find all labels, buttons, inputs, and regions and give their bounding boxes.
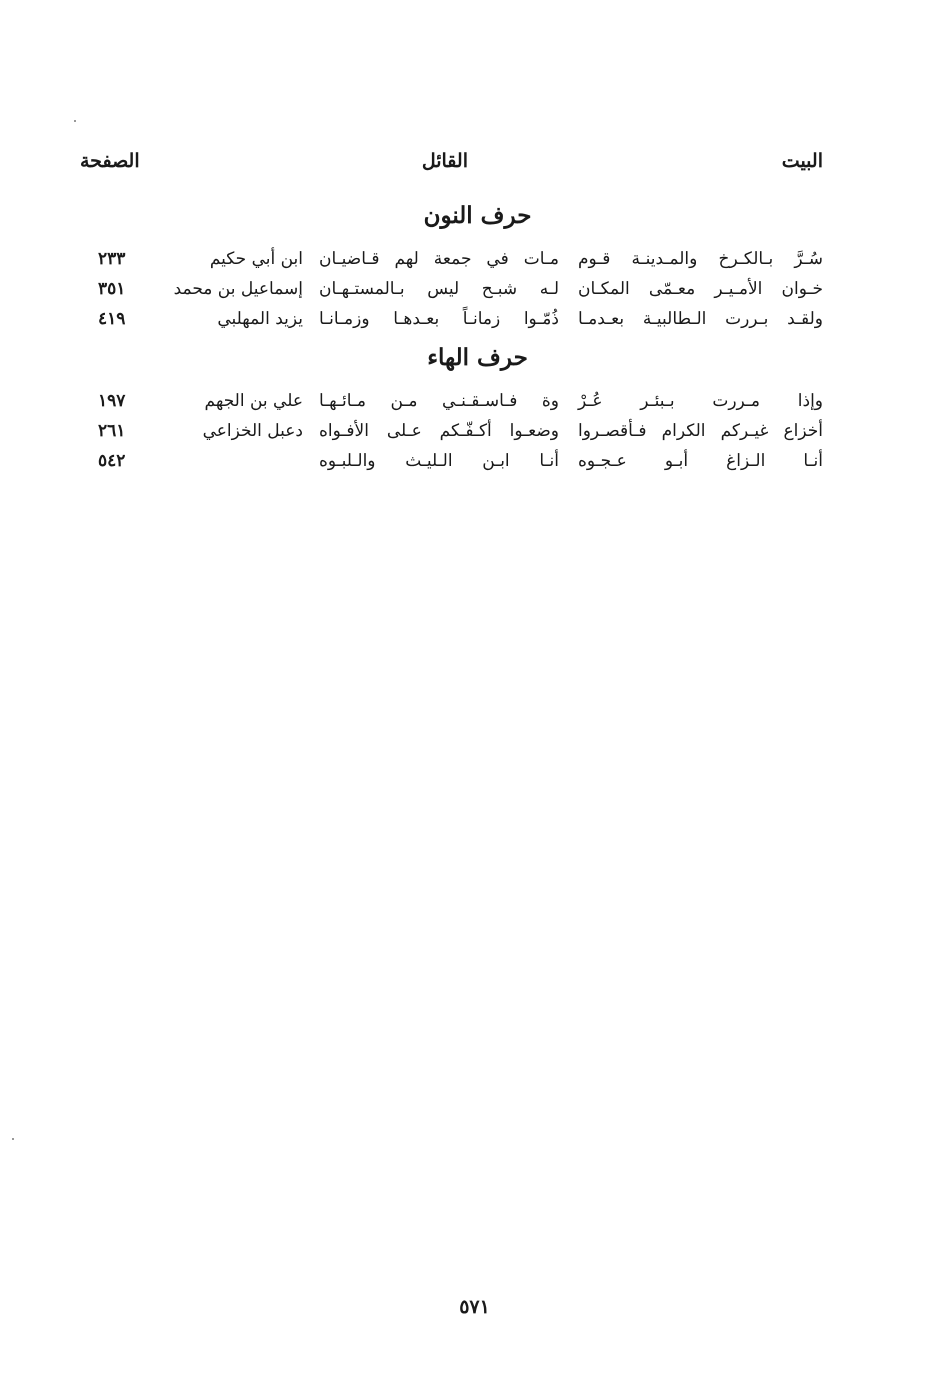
page-column-header: الصفحة (80, 150, 140, 172)
second-hemistich: وة فـاسـقـنـي مـن مـائـهـا (319, 391, 559, 411)
poet-name: ابن أبي حكيم (209, 249, 303, 269)
second-hemistich: وضعـوا أكـفّـكم عـلى الأفـواه (319, 421, 559, 441)
second-hemistich: لـه شبـح ليس بـالمستـهـان (319, 279, 559, 299)
page-ref: ٣٥١ (98, 279, 126, 299)
page-ref: ٢٦١ (98, 421, 126, 441)
page-ref: ٥٤٢ (98, 451, 126, 471)
section-rows-ha (80, 389, 823, 479)
column-headers (80, 150, 823, 178)
index-row (80, 277, 823, 307)
second-hemistich: ذُمّـوا زمانـاً بعـدهـا وزمـانـا (319, 309, 559, 329)
margin-mark (12, 1138, 14, 1140)
poet-column-header: القائل (421, 150, 468, 172)
poet-name: إسماعيل بن محمد (173, 279, 303, 299)
poet-name: يزيد المهلبي (217, 309, 303, 329)
margin-mark (74, 120, 76, 122)
first-hemistich: سُـرَّ بـالكـرخ والمـدينـة قـوم (578, 249, 823, 269)
poet-name: دعبل الخزاعي (202, 421, 303, 441)
page-ref: ٢٣٣ (98, 249, 126, 269)
section-rows-nun (80, 247, 823, 337)
first-hemistich: خـوان الأمـيـر معـمّى المكـان (578, 279, 823, 299)
first-hemistich: ولقـد بـررت الـطالبيـة بعـدمـا (578, 309, 823, 329)
index-row (80, 247, 823, 277)
index-row (80, 307, 823, 337)
first-hemistich: أنـا الـزاغ أبـو عـجـوه (578, 451, 823, 471)
index-row (80, 419, 823, 449)
poet-name: علي بن الجهم (204, 391, 303, 411)
index-row (80, 389, 823, 419)
first-hemistich: أخزاع غيـركم الكرام فـأقصـروا (578, 421, 823, 441)
page-ref: ٤١٩ (98, 309, 126, 329)
second-hemistich: أنـا ابـن الـليـث والـلبـوه (319, 451, 559, 471)
section-title-ha: حرف الهاء (427, 344, 528, 371)
page-number: ٥٧١ (459, 1296, 490, 1318)
verse-column-header: البيت (781, 150, 823, 172)
page-ref: ١٩٧ (98, 391, 126, 411)
second-hemistich: مـات في جمعة لهم قـاضيـان (319, 249, 559, 269)
index-row (80, 449, 823, 479)
first-hemistich: وإذا مـررت بـبئـر عُـرْ (578, 391, 823, 411)
section-title-nun: حرف النون (423, 202, 532, 229)
